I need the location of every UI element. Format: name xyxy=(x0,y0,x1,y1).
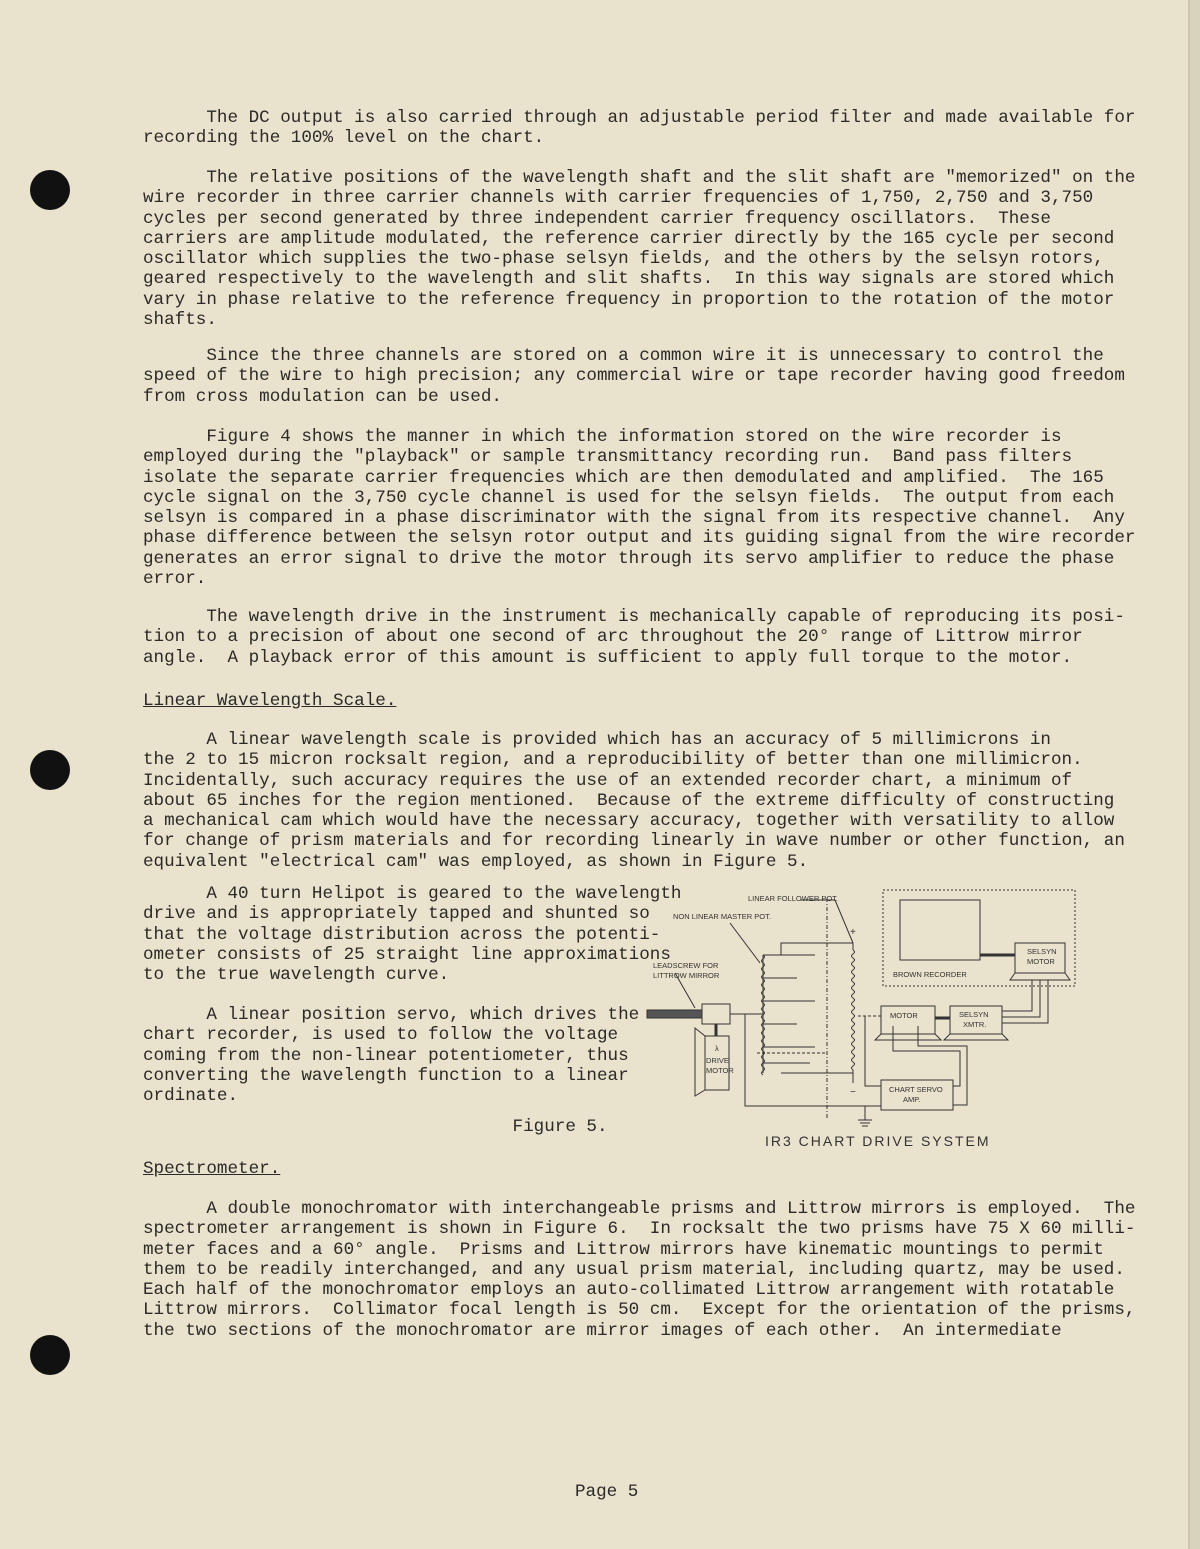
text-line: speed of the wire to high precision; any commercial wire or tape recorder having good freedom xyxy=(143,366,1125,387)
paragraph xyxy=(143,730,1125,872)
text-line: selsyn is compared in a phase discriminator with the signal from its respective channel. Any xyxy=(143,508,1125,529)
text-line: Incidentally, such accuracy requires the use of an extended recorder chart, a minimum of xyxy=(143,770,1073,791)
section-heading xyxy=(143,691,396,711)
binder-hole xyxy=(30,1335,70,1375)
text-line: drive and is appropriately tapped and shunted so xyxy=(143,904,650,925)
label-drive-motor: MOTOR xyxy=(706,1066,734,1075)
label-motor: MOTOR xyxy=(890,1011,918,1020)
text-line: Figure 5. xyxy=(143,1117,608,1137)
label-selsyn-xmtr-1: SELSYN xyxy=(959,1010,989,1019)
text-line: recording the 100% level on the chart. xyxy=(143,128,545,149)
text-line: shafts. xyxy=(143,310,217,331)
text-line: employed during the "playback" or sample transmittancy recording run. Band pass filters xyxy=(143,447,1073,468)
text-line: meter faces and a 60° angle. Prisms and Littrow mirrors have kinematic mountings to permit xyxy=(143,1239,1104,1260)
follower-pot-resistor xyxy=(852,950,855,1083)
text-line: vary in phase relative to the reference frequency in proportion to the rotation of the motor xyxy=(143,289,1115,310)
text-line: Spectrometer. xyxy=(143,1159,281,1179)
label-chart-servo: CHART SERVO xyxy=(889,1085,943,1094)
text-line: that the voltage distribution across the potenti- xyxy=(143,924,661,945)
label-selsyn-motor-2: MOTOR xyxy=(1027,957,1055,966)
text-line: spectrometer arrangement is shown in Figure 6. In rocksalt the two prisms have 75 X 60 milli- xyxy=(143,1219,1136,1240)
label-drive: DRIVE xyxy=(706,1056,729,1065)
diagram-title: IR3 CHART DRIVE SYSTEM xyxy=(765,1133,991,1149)
chart-drive-diagram xyxy=(645,888,1085,1158)
text-line: isolate the separate carrier frequencies which are then demodulated and amplified. The 165 xyxy=(143,467,1104,488)
text-line: ometer consists of 25 straight line approximations xyxy=(143,944,671,965)
text-line: about 65 inches for the region mentioned. Because of the extreme difficulty of constructing xyxy=(143,790,1115,811)
text-line: oscillator which supplies the two-phase selsyn fields, and the others by the selsyn rotors, xyxy=(143,249,1104,270)
text-line: A 40 turn Helipot is geared to the wavelength xyxy=(143,884,682,904)
figure-caption xyxy=(143,1117,608,1137)
text-line: converting the wavelength function to a linear xyxy=(143,1065,629,1086)
text-line: from cross modulation can be used. xyxy=(143,386,502,407)
label-selsyn-xmtr-2: XMTR. xyxy=(963,1020,987,1029)
text-line: tion to a precision of about one second of arc throughout the 20° range of Littrow mirror xyxy=(143,627,1083,648)
text-line: cycle signal on the 3,750 cycle channel is used for the selsyn fields. The output from each xyxy=(143,487,1115,508)
text-line: ordinate. xyxy=(143,1086,239,1107)
label-amp: AMP. xyxy=(903,1095,921,1104)
label-selsyn-motor-1: SELSYN xyxy=(1027,947,1057,956)
binder-hole xyxy=(30,170,70,210)
text-line: A linear position servo, which drives the xyxy=(143,1005,640,1025)
text-line: for change of prism materials and for recording linearly in wave number or other function, an xyxy=(143,831,1125,852)
paragraph xyxy=(143,168,1135,330)
paragraph xyxy=(143,607,1125,668)
text-line: A double monochromator with interchangeable prisms and Littrow mirrors is employed. The xyxy=(143,1199,1136,1219)
paragraph xyxy=(143,884,681,985)
text-line: Linear Wavelength Scale. xyxy=(143,691,397,711)
text-line: carriers are amplitude modulated, the reference carrier directly by the 165 cycle per second xyxy=(143,228,1115,249)
text-line: equivalent "electrical cam" was employed, as shown in Figure 5. xyxy=(143,851,809,872)
page-number: Page 5 xyxy=(575,1482,639,1502)
text-line: Figure 4 shows the manner in which the information stored on the wire recorder is xyxy=(143,427,1062,447)
label-linear-follower-pot: LINEAR FOLLOWER POT. xyxy=(748,894,839,903)
binder-hole xyxy=(30,750,70,790)
text-line: cycles per second generated by three independent carrier frequency oscillators. These xyxy=(143,208,1051,229)
text-line: the two sections of the monochromator are mirror images of each other. An intermediate xyxy=(143,1320,1062,1341)
text-line: them to be readily interchanged, and any usual prism material, including quartz, may be used. xyxy=(143,1259,1125,1280)
text-line: a mechanical cam which would have the necessary accuracy, together with versatility to allow xyxy=(143,811,1115,832)
text-line: The wavelength drive in the instrument is mechanically capable of reproducing its posi- xyxy=(143,607,1125,627)
text-line: wire recorder in three carrier channels with carrier frequencies of 1,750, 2,750 and 3,750 xyxy=(143,188,1094,209)
text-line: Each half of the monochromator employs an auto-collimated Littrow arrangement with rotatable xyxy=(143,1280,1115,1301)
label-lambda: λ xyxy=(715,1044,719,1053)
paragraph xyxy=(143,427,1135,589)
text-line: A linear wavelength scale is provided which has an accuracy of 5 millimicrons in xyxy=(143,730,1051,750)
text-line: generates an error signal to drive the motor through its servo amplifier to reduce the phase xyxy=(143,548,1115,569)
label-non-linear-master-pot: NON LINEAR MASTER POT. xyxy=(673,912,771,921)
label-minus: − xyxy=(850,1087,856,1098)
text-line: to the true wavelength curve. xyxy=(143,965,450,986)
label-leadscrew: LEADSCREW FOR xyxy=(653,961,719,970)
text-line: geared respectively to the wavelength and slit shafts. In this way signals are stored which xyxy=(143,269,1115,290)
paragraph xyxy=(143,108,1135,149)
label-littrow-mirror: LITTROW MIRROR xyxy=(653,971,720,980)
text-line: phase difference between the selsyn rotor output and its guiding signal from the wire recorder xyxy=(143,528,1136,549)
text-line: chart recorder, is used to follow the voltage xyxy=(143,1025,619,1046)
paragraph xyxy=(143,1005,639,1106)
paragraph xyxy=(143,346,1125,407)
text-line: The relative positions of the wavelength shaft and the slit shaft are "memorized" on the xyxy=(143,168,1136,188)
paragraph xyxy=(143,1199,1135,1341)
text-line: error. xyxy=(143,569,207,590)
recorder-chart xyxy=(900,900,980,960)
label-plus: + xyxy=(850,927,856,938)
text-line: Littrow mirrors. Collimator focal length is 50 cm. Except for the orientation of the prisms, xyxy=(143,1300,1136,1321)
text-line: the 2 to 15 micron rocksalt region, and a reproducibility of better than one millimicron. xyxy=(143,750,1083,771)
text-line: angle. A playback error of this amount is sufficient to apply full torque to the motor. xyxy=(143,647,1073,668)
text-line: Since the three channels are stored on a common wire it is unnecessary to control the xyxy=(143,346,1104,366)
section-heading xyxy=(143,1159,280,1179)
leadscrew-nut xyxy=(702,1004,730,1024)
leadscrew xyxy=(647,1010,702,1018)
label-brown-recorder: BROWN RECORDER xyxy=(893,970,967,979)
text-line: coming from the non-linear potentiometer, thus xyxy=(143,1045,629,1066)
text-line: The DC output is also carried through an adjustable period filter and made available for xyxy=(143,108,1136,128)
